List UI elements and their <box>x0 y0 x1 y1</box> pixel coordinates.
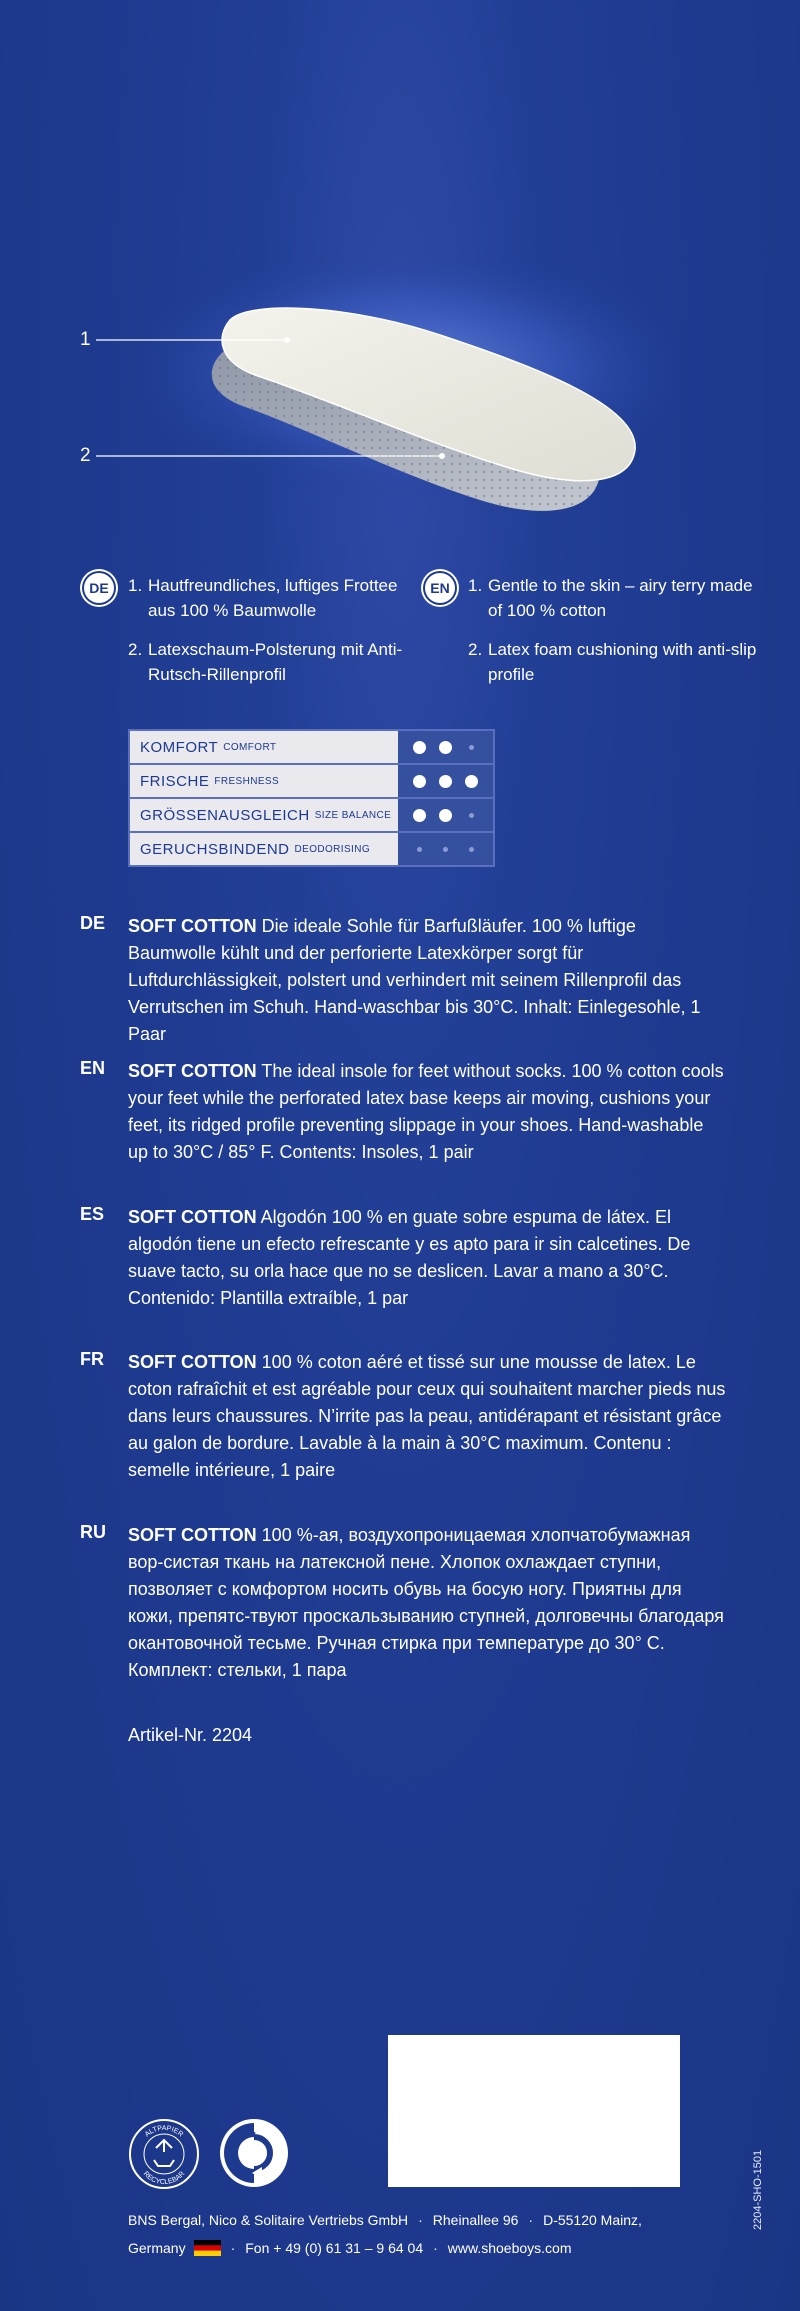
rating-dot-filled <box>413 741 426 754</box>
rating-dot-filled <box>465 775 478 788</box>
lang-code-fr: FR <box>80 1349 104 1369</box>
rating-dot-filled <box>439 741 452 754</box>
description-text: Algodón 100 % en guate sobre espuma de látex. El algodón tiene un efecto refrescante y es apto para ir sin calcetines. De suave tacto, su orla hace que no se deslicen. Lavar a mano a 30°C. Contenido: Plantilla extraíble, 1 par <box>128 1207 691 1308</box>
svg-text:ALTPAPIER <box>144 2125 184 2139</box>
rating-dot-filled <box>413 775 426 788</box>
country: Germany <box>128 2240 186 2256</box>
company-name: BNS Bergal, Nico & Solitaire Vertriebs GmbH <box>128 2212 409 2228</box>
item-number: 2. <box>468 640 483 659</box>
rating-dot-empty <box>469 847 474 852</box>
callout-1: 1 <box>80 329 91 350</box>
description-es <box>128 1204 728 1312</box>
item-number: 1. <box>468 576 483 595</box>
phone: Fon + 49 (0) 61 31 – 9 64 04 <box>245 2240 424 2256</box>
rating-dots <box>398 799 493 831</box>
rating-sublabel: FRESHNESS <box>214 775 280 787</box>
city: D-55120 Mainz, <box>543 2212 642 2228</box>
description-text: The ideal insole for feet without socks. 100 % cotton cools your feet while the perforated latex base keeps air moving, cushions your feet, its ridged profile preventing slippage in your shoes. Hand-washable up to 30°C / 85° F. Contents: Insoles, 1 pair <box>128 1061 724 1162</box>
footer-contact-line: Germany · Fon + 49 (0) 61 31 – 9 64 04 · www.shoeboys.com <box>128 2240 572 2256</box>
rating-dots <box>398 731 493 763</box>
description-text: 100 %-ая, воздухопроницаемая хлопчатобумажная вор-систая ткань на латексной пене. Хлопок охлаждает ступни, позволяет с комфортом носить обувь на босую ногу. Приятны для кожи, препятс-твуют проскальзыванию ступней, долговечны благодаря окантовочной тесьме. Ручная стирка при температуре до 30° С. Комплект: стельки, 1 пара <box>128 1525 724 1680</box>
list-item <box>468 573 758 623</box>
en-feature-list <box>468 573 758 701</box>
rating-row-comfort <box>130 731 493 765</box>
rating-sublabel: DEODORISING <box>294 843 371 855</box>
lang-code-de: DE <box>80 913 106 933</box>
recycle-bottom-text: RECYCLEBAR <box>141 2170 187 2187</box>
product-name: SOFT COTTON <box>128 1525 257 1545</box>
rating-label: KOMFORT <box>140 738 219 756</box>
footer-address-line: BNS Bergal, Nico & Solitaire Vertriebs GmbH · Rheinallee 96 · D-55120 Mainz, <box>128 2212 642 2228</box>
list-item <box>468 637 758 687</box>
description-en <box>128 1058 728 1166</box>
rating-dots <box>398 833 493 865</box>
lang-code-ru: RU <box>80 1522 106 1542</box>
callout-2: 2 <box>80 445 91 466</box>
rating-dots <box>398 765 493 797</box>
rating-label: FRISCHE <box>140 772 210 790</box>
item-number: 1. <box>128 576 143 595</box>
article-number: Artikel-Nr. 2204 <box>128 1725 253 1745</box>
item-number: 2. <box>128 640 143 659</box>
label-area <box>388 2035 680 2187</box>
insole-illustration <box>80 260 680 540</box>
rating-dot-empty <box>417 847 422 852</box>
de-badge: DE <box>84 573 114 603</box>
product-name: SOFT COTTON <box>128 1352 257 1372</box>
en-badge: EN <box>425 573 455 603</box>
description-text: 100 % coton aéré et tissé sur une mousse de latex. Le coton rafraîchit et est agréable pour ceux qui souhaitent marcher pieds nus dans leurs chaussures. N’irrite pas la peau, antidérapant et résistant grâce au galon de bordure. Lavable à la main à 30°C maximum. Contenu : semelle intérieure, 1 paire <box>128 1352 726 1480</box>
recyclable-paper-icon <box>128 2118 200 2190</box>
recycle-top-text: ALTPAPIER <box>143 2124 185 2139</box>
rating-row-freshness <box>130 765 493 799</box>
rating-dot-empty <box>443 847 448 852</box>
description-de <box>128 913 728 1048</box>
german-flag-icon <box>194 2240 221 2256</box>
rating-dot-filled <box>413 809 426 822</box>
item-text: Latexschaum-Polsterung mit Anti-Rutsch-Rillenprofil <box>148 640 403 684</box>
rating-table <box>128 729 495 867</box>
rating-sublabel: COMFORT <box>223 741 277 753</box>
website[interactable]: www.shoeboys.com <box>447 2240 572 2256</box>
rating-dot-filled <box>439 775 452 788</box>
lang-code-en: EN <box>80 1058 106 1078</box>
product-name: SOFT COTTON <box>128 1207 257 1227</box>
rating-label: GRÖSSENAUSGLEICH <box>140 806 310 824</box>
street: Rheinallee 96 <box>432 2212 519 2228</box>
de-feature-list <box>128 573 418 701</box>
product-name: SOFT COTTON <box>128 916 257 936</box>
description-fr <box>128 1349 728 1484</box>
lang-code-es: ES <box>80 1204 105 1224</box>
product-code: 2204-SHO-1501 <box>752 2149 764 2230</box>
description-ru <box>128 1522 728 1684</box>
list-item <box>128 573 418 623</box>
description-text: Die ideale Sohle für Barfußläufer. 100 % luftige Baumwolle kühlt und der perforierte Latexkörper sorgt für Luftdurchlässigkeit, polstert und verhindert mit seinem Rillenprofil das Verrutschen im Schuh. Hand-waschbar bis 30°C. Inhalt: Einlegesohle, 1 Paar <box>128 916 701 1044</box>
green-dot-icon <box>218 2117 290 2189</box>
rating-label: GERUCHSBINDEND <box>140 840 290 858</box>
item-text: Hautfreundliches, luftiges Frottee aus 100 % Baumwolle <box>148 576 398 620</box>
rating-dot-empty <box>469 813 474 818</box>
rating-dot-empty <box>469 745 474 750</box>
rating-row-size-balance <box>130 799 493 833</box>
rating-row-deodorising <box>130 833 493 865</box>
product-name: SOFT COTTON <box>128 1061 257 1081</box>
rating-dot-filled <box>439 809 452 822</box>
rating-sublabel: SIZE BALANCE <box>314 809 392 821</box>
item-text: Latex foam cushioning with anti-slip profile <box>488 640 757 684</box>
item-text: Gentle to the skin – airy terry made of 100 % cotton <box>488 576 753 620</box>
list-item <box>128 637 418 687</box>
